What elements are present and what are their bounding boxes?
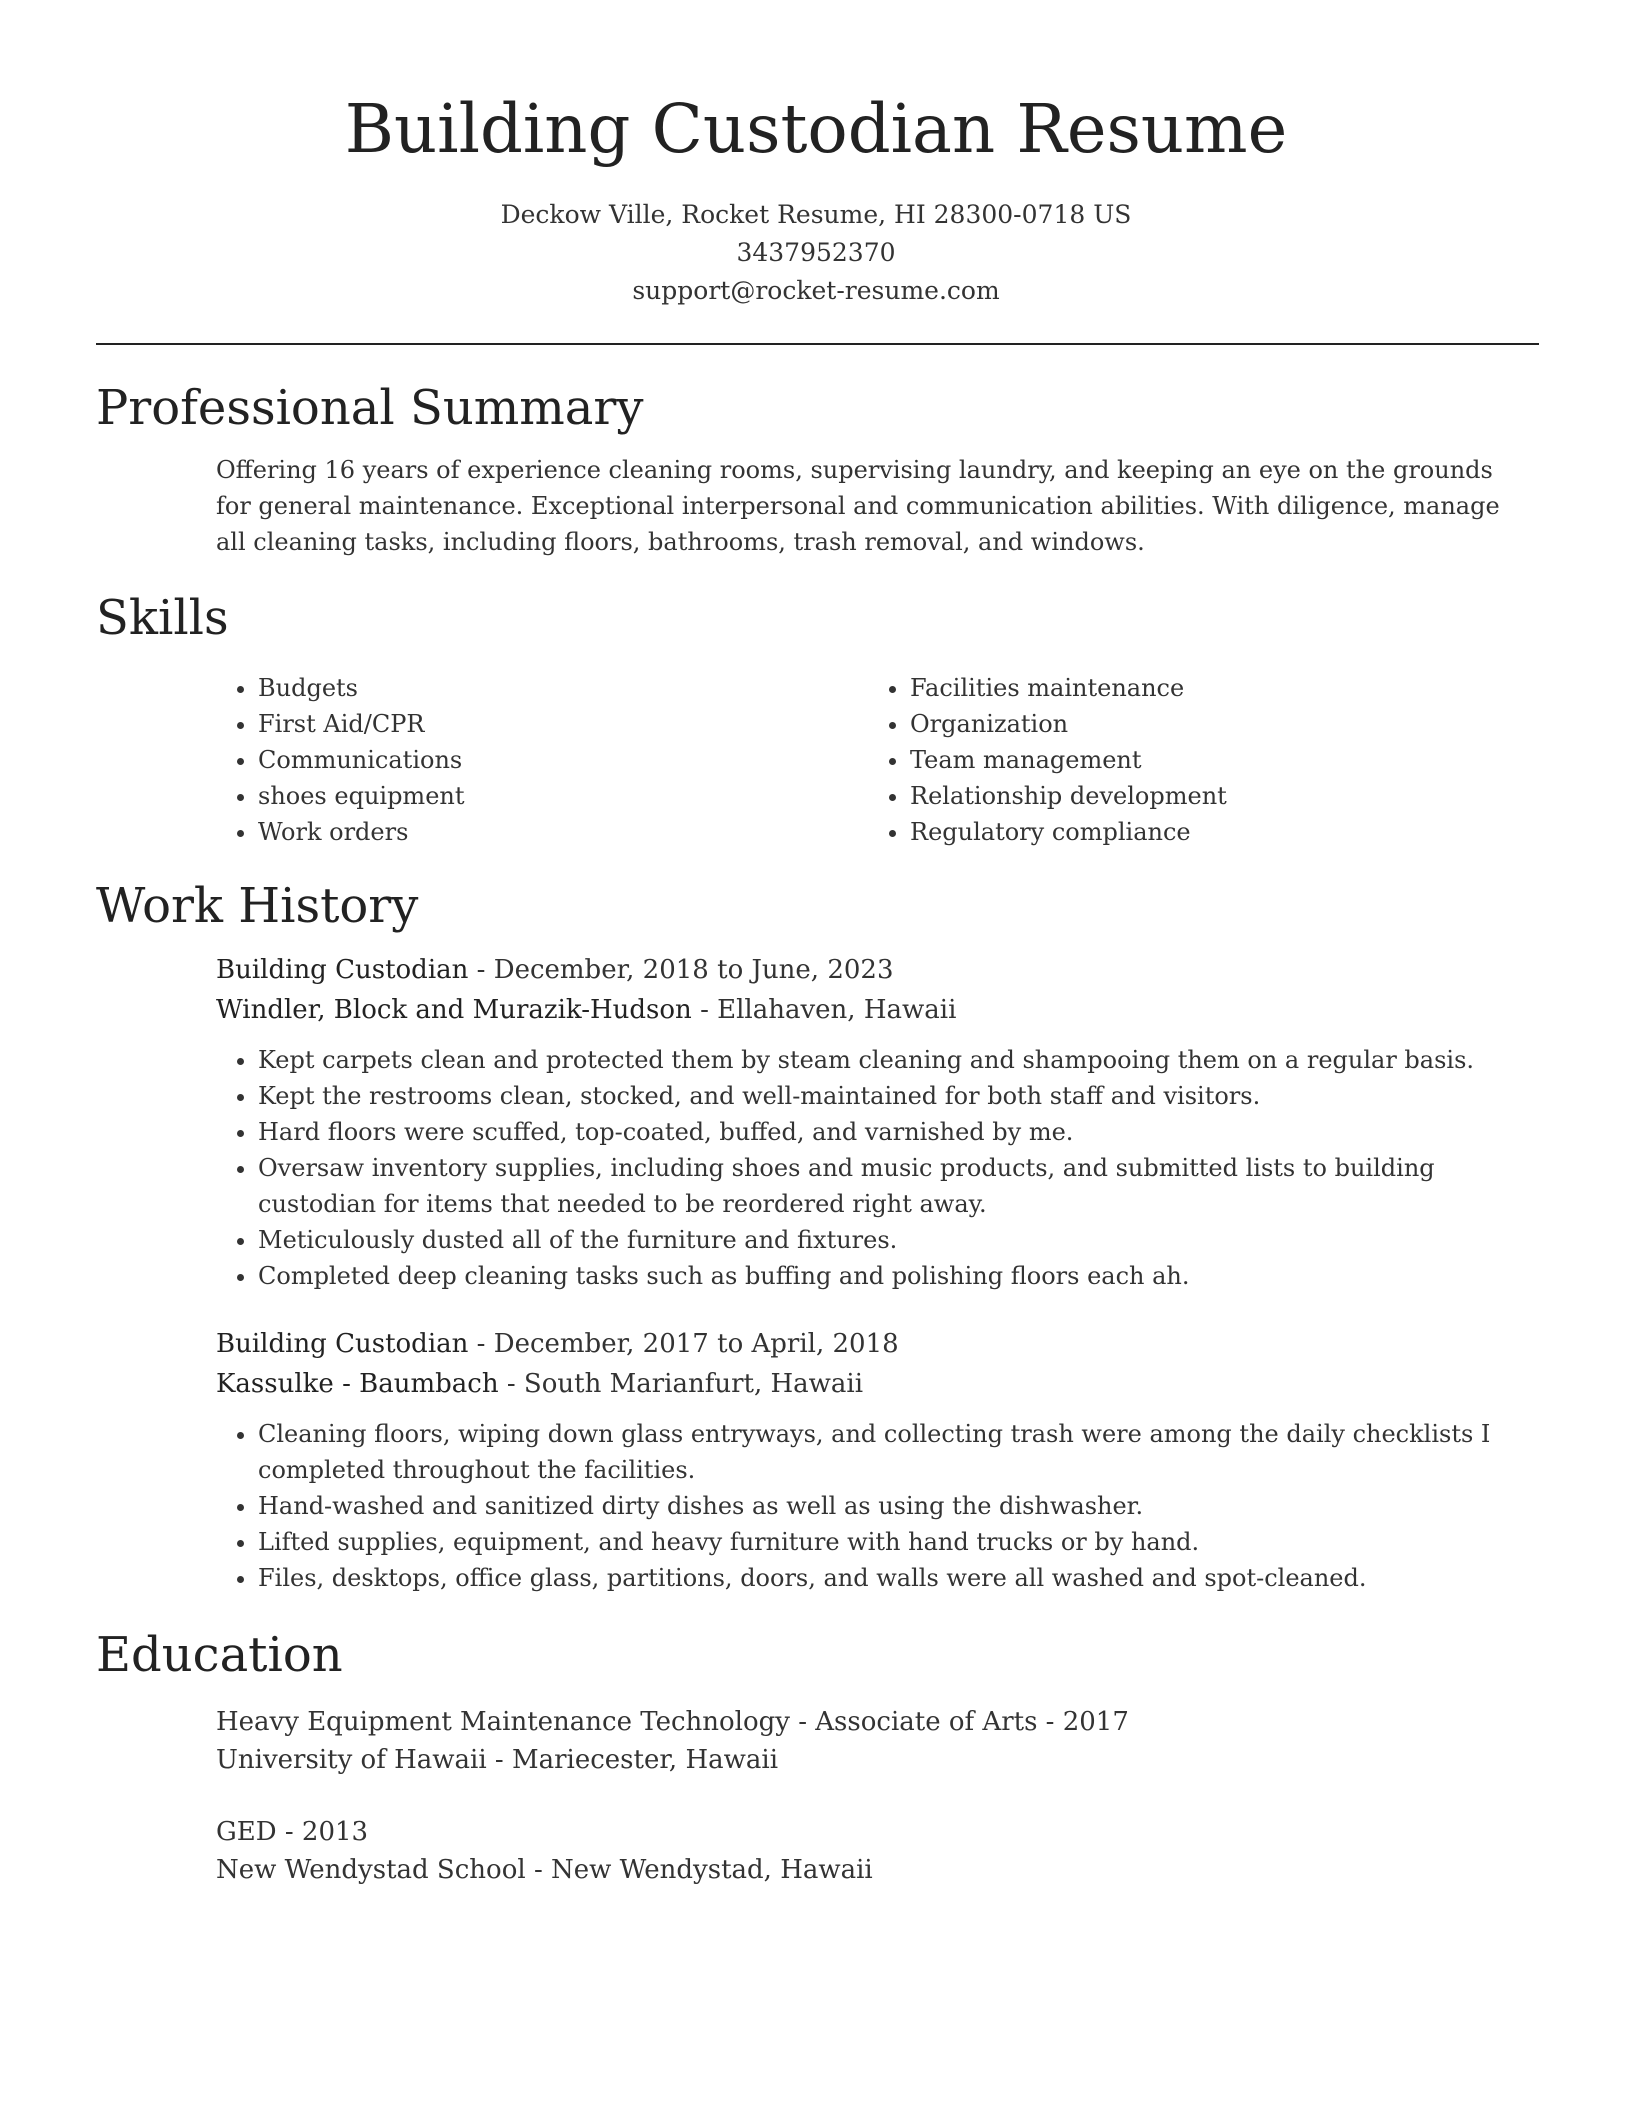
separator: -: [494, 1745, 512, 1775]
skill-item: • Regulatory compliance: [910, 814, 1520, 850]
skill-item: • First Aid/CPR: [258, 706, 868, 742]
skill-item: • Work orders: [258, 814, 868, 850]
job-bullet: • Kept the restrooms clean, stocked, and well-maintained for both staff and visitors.: [258, 1078, 1548, 1114]
job-bullet: • Kept carpets clean and protected them by steam cleaning and shampooing them on a regular basis.: [258, 1042, 1548, 1078]
job-bullet: • Lifted supplies, equipment, and heavy furniture with hand trucks or by hand.: [258, 1524, 1548, 1560]
job-bullet: • Files, desktops, office glass, partitions, doors, and walls were all washed and spot-cleaned.: [258, 1560, 1548, 1596]
job-company-line: [216, 1364, 1539, 1404]
skill-item: • Team management: [910, 742, 1520, 778]
education-location: New Wendystad, Hawaii: [551, 1855, 873, 1885]
skills-list-left: [216, 670, 868, 850]
job-dates: December, 2017 to April, 2018: [493, 1329, 899, 1359]
education-school: New Wendystad School: [216, 1855, 526, 1885]
contact-phone: 3437952370: [736, 238, 896, 267]
skills-heading: Skills: [96, 590, 229, 646]
job-bullet: • Completed deep cleaning tasks such as buffing and polishing floors each ah.: [258, 1258, 1548, 1294]
education-school-line: [216, 1851, 1539, 1889]
job-company: Kassulke - Baumbach: [216, 1369, 499, 1399]
skills-section: [96, 588, 1539, 850]
education-degree: Heavy Equipment Maintenance Technology - Associate of Arts - 2017: [216, 1707, 1129, 1737]
education-degree: GED - 2013: [216, 1817, 369, 1847]
skill-item: • Facilities maintenance: [910, 670, 1520, 706]
skill-item: • Communications: [258, 742, 868, 778]
job-title: Building Custodian: [216, 955, 469, 985]
job-location: South Marianfurt, Hawaii: [523, 1369, 864, 1399]
job-company: Windler, Block and Murazik-Hudson: [216, 995, 692, 1025]
job-bullet: • Hand-washed and sanitized dirty dishes as well as using the dishwasher.: [258, 1488, 1548, 1524]
work-history-heading: Work History: [96, 878, 419, 934]
contact-email: support@rocket-resume.com: [632, 276, 1000, 305]
summary-section: [96, 378, 1539, 560]
job-location: Ellahaven, Hawaii: [717, 995, 957, 1025]
summary-text: Offering 16 years of experience cleaning rooms, supervising laundry, and keeping an eye on the grounds for general maintenance. Exceptional interpersonal and communication abilities. With diligence, manage all cleaning tasks, including floors, bathrooms, trash removal, and windows.: [216, 456, 1500, 556]
separator: -: [506, 1369, 524, 1399]
summary-heading: Professional Summary: [96, 380, 644, 436]
separator: -: [476, 1329, 494, 1359]
job-entry: [216, 950, 1539, 1294]
education-entry: [216, 1703, 1539, 1779]
job-entry: [216, 1324, 1539, 1596]
resume-header: [0, 0, 1632, 310]
education-heading: Education: [96, 1627, 343, 1683]
separator: -: [700, 995, 718, 1025]
job-dates: December, 2018 to June, 2023: [493, 955, 894, 985]
job-bullet: • Cleaning floors, wiping down glass entryways, and collecting trash were among the daily checklists I completed throughout the facilities.: [258, 1416, 1548, 1488]
skill-item: • shoes equipment: [258, 778, 868, 814]
job-company-line: [216, 990, 1539, 1030]
job-bullets: [216, 1416, 1548, 1596]
education-school: University of Hawaii: [216, 1745, 487, 1775]
skill-item: • Relationship development: [910, 778, 1520, 814]
separator: -: [533, 1855, 551, 1885]
page-title: Building Custodian Resume: [344, 90, 1288, 168]
job-title-line: [216, 1324, 1539, 1364]
education-location: Mariecester, Hawaii: [511, 1745, 779, 1775]
education-entry: [216, 1813, 1539, 1889]
separator: -: [476, 955, 494, 985]
job-bullet: • Hard floors were scuffed, top-coated, buffed, and varnished by me.: [258, 1114, 1548, 1150]
skill-item: • Organization: [910, 706, 1520, 742]
job-bullets: [216, 1042, 1548, 1294]
header-divider: [96, 343, 1539, 345]
education-section: [96, 1625, 1539, 1889]
skills-list-right: [868, 670, 1520, 850]
contact-address: Deckow Ville, Rocket Resume, HI 28300-0718 US: [500, 200, 1132, 229]
skill-item: • Budgets: [258, 670, 868, 706]
work-history-section: [96, 876, 1539, 1596]
skills-columns: [216, 670, 1539, 850]
job-bullet: • Oversaw inventory supplies, including shoes and music products, and submitted lists to building custodian for items that needed to be reordered right away.: [258, 1150, 1548, 1222]
contact-info: [0, 196, 1632, 310]
job-bullet: • Meticulously dusted all of the furniture and fixtures.: [258, 1222, 1548, 1258]
education-school-line: [216, 1741, 1539, 1779]
job-title: Building Custodian: [216, 1329, 469, 1359]
job-title-line: [216, 950, 1539, 990]
